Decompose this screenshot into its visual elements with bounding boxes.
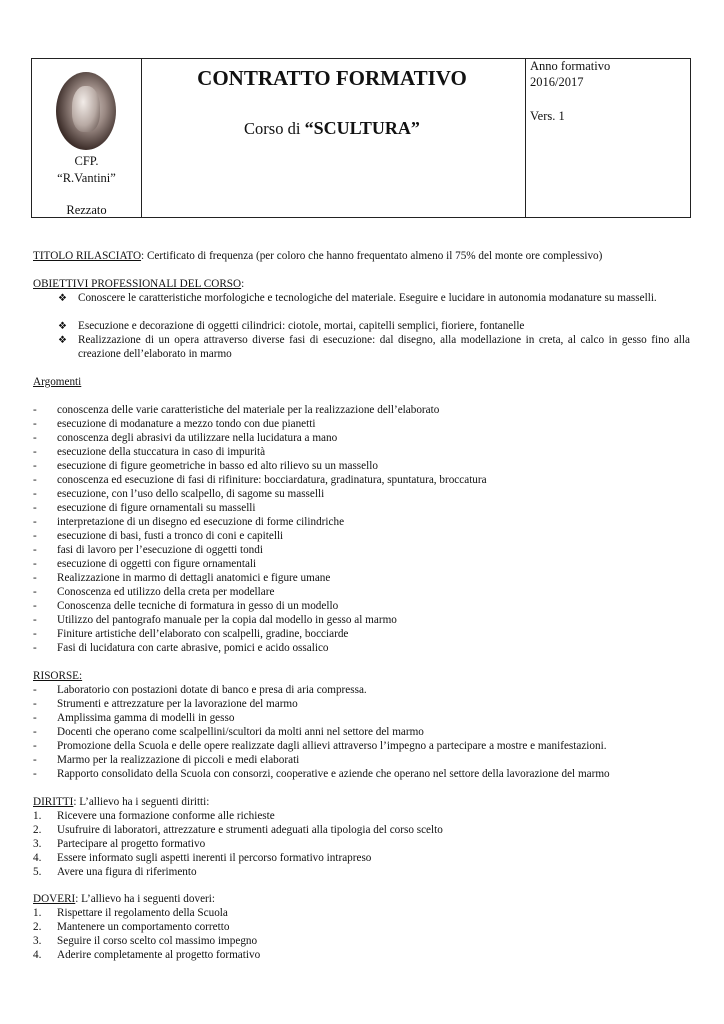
argomento-item: conoscenza delle varie caratteristiche del materiale per la realizzazione dell’elaborato [57, 404, 440, 416]
argomento-item: esecuzione di modanature a mezzo tondo con due pianetti [57, 418, 316, 430]
dovere-item: Rispettare il regolamento della Scuola [57, 907, 228, 919]
dash-marker: - [33, 740, 37, 752]
argomento-item: Fasi di lucidatura con carte abrasive, pomici e acido ossalico [57, 642, 329, 654]
doveri-heading [33, 893, 215, 907]
sculpture-logo-icon [56, 72, 116, 150]
dash-marker: - [33, 628, 37, 640]
diritti-heading [33, 796, 209, 810]
dash-marker: - [33, 726, 37, 738]
obiettivi-heading [33, 278, 244, 292]
argomento-item: conoscenza degli abrasivi da utilizzare nella lucidatura a mano [57, 432, 338, 444]
logo-cell [32, 59, 142, 217]
argomento-item: interpretazione di un disegno ed esecuzione di forme cilindriche [57, 516, 345, 528]
dash-marker: - [33, 488, 37, 500]
diritto-item: Avere una figura di riferimento [57, 866, 197, 878]
dash-marker: - [33, 642, 37, 654]
dash-marker: - [33, 712, 37, 724]
obiettivi-colon: : [241, 278, 245, 290]
course-prefix: Corso di [244, 119, 301, 138]
diritti-label: DIRITTI [33, 796, 74, 808]
argomento-item: esecuzione di figure ornamentali su masselli [57, 502, 256, 514]
number-marker: 3. [33, 935, 42, 947]
dash-marker: - [33, 516, 37, 528]
number-marker: 4. [33, 852, 42, 864]
number-marker: 4. [33, 949, 42, 961]
argomento-item: esecuzione di figure geometriche in basso ed alto rilievo su un massello [57, 460, 378, 472]
dash-marker: - [33, 698, 37, 710]
diritto-item: Ricevere una formazione conforme alle richieste [57, 810, 275, 822]
argomento-item: conoscenza ed esecuzione di fasi di rifiniture: bocciardatura, gradinatura, spuntatura, broccatura [57, 474, 487, 486]
number-marker: 1. [33, 810, 42, 822]
institute-line1: CFP. [74, 154, 99, 168]
argomento-item: esecuzione, con l’uso dello scalpello, di sagome su masselli [57, 488, 325, 500]
doveri-intro: : L’allievo ha i seguenti doveri: [75, 893, 215, 905]
titolo-text: : Certificato di frequenza (per coloro che hanno frequentato almeno il 75% del monte ore complessivo) [141, 250, 603, 262]
risorsa-item: Laboratorio con postazioni dotate di banco e presa di aria compressa. [57, 684, 367, 696]
dash-marker: - [33, 502, 37, 514]
dovere-item: Mantenere un comportamento corretto [57, 921, 230, 933]
bullet-icon: ❖ [58, 321, 67, 332]
obiettivo-item: Realizzazione di un opera attraverso diverse fasi di esecuzione: dal disegno, alla modellazione in creta, al calco in gesso fino alla creazione dell’elaborato in marmo [78, 334, 690, 360]
bullet-icon: ❖ [58, 293, 67, 304]
obiettivi-label: OBIETTIVI PROFESSIONALI DEL CORSO [33, 278, 242, 290]
diritto-item: Partecipare al progetto formativo [57, 838, 206, 850]
risorsa-item: Amplissima gamma di modelli in gesso [57, 712, 235, 724]
year-label: Anno formativo [530, 59, 611, 73]
institute-line2: “R.Vantini” [57, 171, 116, 185]
dash-marker: - [33, 404, 37, 416]
obiettivo-item: Esecuzione e decorazione di oggetti cilindrici: ciotole, mortai, capitelli semplici, fioriere, fontanelle [78, 320, 525, 332]
course-name: “SCULTURA” [304, 118, 420, 138]
dash-marker: - [33, 768, 37, 780]
dovere-item: Aderire completamente al progetto formativo [57, 949, 261, 961]
number-marker: 3. [33, 838, 42, 850]
risorsa-item: Docenti che operano come scalpellini/scultori da molti anni nel settore del marmo [57, 726, 424, 738]
dash-marker: - [33, 460, 37, 472]
risorse-label: RISORSE: [33, 670, 83, 682]
bullet-icon: ❖ [58, 335, 67, 346]
argomento-item: Realizzazione in marmo di dettagli anatomici e figure umane [57, 572, 331, 584]
argomento-item: Conoscenza ed utilizzo della creta per modellare [57, 586, 275, 598]
version: Vers. 1 [530, 109, 565, 123]
dash-marker: - [33, 572, 37, 584]
argomento-item: Utilizzo del pantografo manuale per la copia dal modello in gesso al marmo [57, 614, 397, 626]
argomento-item: esecuzione di basi, fusti a tronco di coni e capitelli [57, 530, 284, 542]
argomento-item: esecuzione della stuccatura in caso di impurità [57, 446, 266, 458]
argomento-item: Conoscenza delle tecniche di formatura in gesso di un modello [57, 600, 339, 612]
diritto-item: Usufruire di laboratori, attrezzature e strumenti adeguati alla tipologia del corso scelto [57, 824, 443, 836]
institute-city: Rezzato [66, 203, 107, 217]
dash-marker: - [33, 600, 37, 612]
titolo-label: TITOLO RILASCIATO [33, 250, 142, 262]
risorsa-item: Rapporto consolidato della Scuola con consorzi, cooperative e aziende che operano nel settore della lavorazione del marmo [57, 768, 610, 780]
diritto-item: Essere informato sugli aspetti inerenti il percorso formativo intrapreso [57, 852, 372, 864]
diritti-intro: : L’allievo ha i seguenti diritti: [73, 796, 210, 808]
obiettivo-item: Conoscere le caratteristiche morfologiche e tecnologiche del materiale. Eseguire e lucidare in autonomia modanature su masselli. [78, 292, 657, 304]
argomento-item: fasi di lavoro per l’esecuzione di oggetti tondi [57, 544, 263, 556]
dash-marker: - [33, 754, 37, 766]
number-marker: 2. [33, 921, 42, 933]
number-marker: 2. [33, 824, 42, 836]
year-value: 2016/2017 [530, 75, 584, 89]
dash-marker: - [33, 558, 37, 570]
dash-marker: - [33, 684, 37, 696]
doveri-label: DOVERI [33, 893, 76, 905]
document-title: CONTRATTO FORMATIVO [197, 66, 467, 90]
number-marker: 5. [33, 866, 42, 878]
dash-marker: - [33, 544, 37, 556]
dash-marker: - [33, 418, 37, 430]
dash-marker: - [33, 530, 37, 542]
risorsa-item: Promozione della Scuola e delle opere realizzate dagli allievi attraverso l’impegno a partecipare a mostre e manifestazioni. [57, 740, 607, 752]
risorsa-item: Marmo per la realizzazione di piccoli e medi elaborati [57, 754, 300, 766]
number-marker: 1. [33, 907, 42, 919]
argomenti-label: Argomenti [33, 376, 82, 388]
dash-marker: - [33, 446, 37, 458]
titolo-line [33, 250, 602, 264]
argomento-item: esecuzione di oggetti con figure ornamentali [57, 558, 257, 570]
risorsa-item: Strumenti e attrezzature per la lavorazione del marmo [57, 698, 298, 710]
dash-marker: - [33, 474, 37, 486]
dovere-item: Seguire il corso scelto col massimo impegno [57, 935, 258, 947]
course-title [140, 118, 524, 138]
dash-marker: - [33, 614, 37, 626]
argomento-item: Finiture artistiche dell’elaborato con scalpelli, gradine, bocciarde [57, 628, 349, 640]
dash-marker: - [33, 586, 37, 598]
dash-marker: - [33, 432, 37, 444]
